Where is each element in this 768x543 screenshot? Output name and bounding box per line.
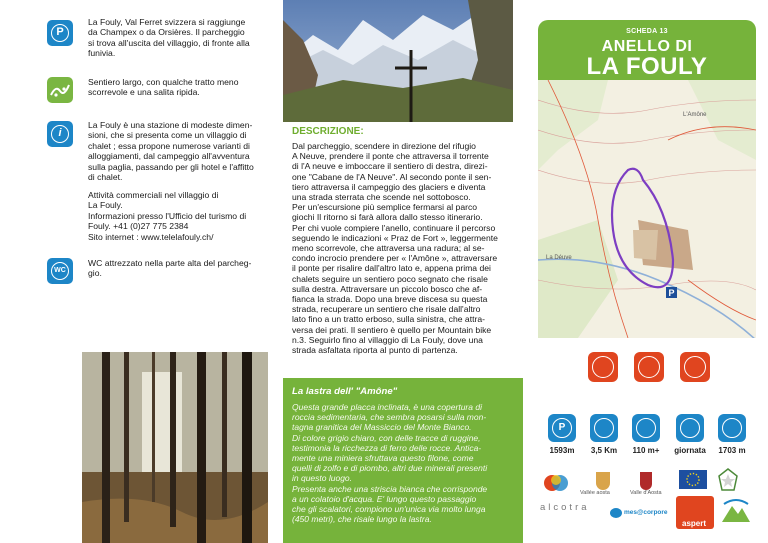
parking-text-line: funivia.: [88, 48, 116, 59]
description-line: chalets seguire un sentiero poco segnato che risale: [292, 273, 488, 284]
family-icon: [680, 352, 710, 382]
trail-icon: [47, 77, 73, 103]
village-text-line: chalet ; essa propone numerose varianti di: [88, 140, 250, 151]
hiking-icon: [588, 352, 618, 382]
description-line: di l'A neuve e imboccare il sentiero di destra, direzi-: [292, 161, 488, 172]
amone-box-line: mente una miniera sfruttava questo filone, come: [292, 453, 474, 464]
altitude-start-icon: P: [548, 414, 576, 442]
trail-text-line: scorrevole e una salita ripida.: [88, 87, 200, 98]
mes-corpore-logo: mes@corpore: [624, 509, 668, 516]
commerce-text-line: Fouly. +41 (0)27 775 2384: [88, 221, 189, 232]
stat-distance: 3,5 Km: [590, 446, 618, 455]
description-line: A Neuve, prendere il ponte che attraversa il torrente: [292, 151, 489, 162]
info-icon: [47, 121, 73, 147]
wc-text-line: gio.: [88, 268, 102, 279]
mountains-region-logo: [720, 498, 752, 526]
amone-box-line: roccia sedimentaria, che sembra posarsi sulla mon-: [292, 412, 487, 423]
village-text-line: di chalet.: [88, 172, 123, 183]
amone-box-line: Questa grande placca inclinata, è una copertura di: [292, 402, 482, 412]
trail-info: [88, 77, 274, 98]
village-text-line: sioni, che si presenta come un villaggio di: [88, 130, 247, 141]
stat-duration: giornata: [674, 446, 706, 455]
description-line: meno scorrevole, che attraversa una radura; al se-: [292, 243, 485, 254]
description-line: one "Cabane de l'A Neuve". Al secondo ponte il sen-: [292, 171, 492, 182]
distance-icon: [590, 414, 618, 442]
amone-box-line: che gli scalatori, compiono un'unica via molto lunga: [292, 504, 486, 515]
wc-icon: [47, 258, 73, 284]
parking-text-line: si trova all'uscita del villaggio, di fronte alla: [88, 37, 250, 48]
aosta-crest-logo: [596, 472, 610, 490]
description-line: tiero attraversa il campeggio des glaciers e diventa: [292, 181, 486, 192]
amone-box-line: quelli di zolfo e di piombo, altri due minerali presenti: [292, 463, 488, 474]
stat-altitude-start: 1593m: [549, 446, 575, 455]
description-line: fianca la strada. Dopo una breve discesa su questa: [292, 294, 488, 305]
alcotra-logo: alcotra: [540, 502, 590, 513]
amone-box-line: tagna granitica del Massiccio del Monte Bianco.: [292, 422, 472, 433]
amone-box-line: (450 metri), che risale lungo la lastra.: [292, 514, 432, 525]
info-glyph: i: [51, 125, 69, 143]
description-line: versa dei prati. Il sentiero è quello per Mountain bike: [292, 324, 492, 335]
trail-text-line: Sentiero largo, con qualche tratto meno: [88, 77, 239, 87]
parking-text-line: La Fouly, Val Ferret svizzera si raggiunge: [88, 17, 246, 27]
description-line: Dal parcheggio, scendere in direzione del rifugio: [292, 141, 476, 151]
eu-flag-logo: [679, 470, 707, 489]
map-label-amone: L'Amône: [683, 112, 707, 118]
amone-box-line: Presenta anche una striscia bianca che corrisponde: [292, 483, 488, 494]
parking-info: [88, 17, 274, 59]
description-line: strada asfaltata riporta al punto di partenza.: [292, 345, 458, 356]
elevation-gain-icon: [632, 414, 660, 442]
aosta-region-logo: [640, 472, 652, 490]
amone-box-line: in questo luogo.: [292, 473, 353, 484]
parking-text-line: da Champex o da Orsières. Il parcheggio: [88, 27, 245, 38]
map-parking-label: P: [668, 288, 675, 298]
description-body: [292, 141, 514, 355]
parking-glyph: P: [51, 24, 69, 42]
interreg-logo: [542, 472, 572, 494]
amone-box-line: Di colore grigio chiaro, con delle tracce di ruggine,: [292, 432, 481, 443]
aspert-logo: aspert: [682, 519, 707, 528]
description-line: giochi Il ritorno si farà allora dallo stesso itinerario.: [292, 212, 483, 223]
route-title-line2: LA FOULY: [586, 53, 708, 80]
aosta-label-2: Valle d'Aosta: [630, 490, 662, 496]
commerce-text-line: Sito internet : www.telelafouly.ch/: [88, 231, 214, 242]
amone-box-title: La lastra dell' "Amône": [292, 386, 398, 397]
wc-text-line: WC attrezzato nella parte alta del parcheg-: [88, 258, 252, 268]
amone-box-line: testimonia la ricchezza di ferro delle rocce. Antica-: [292, 442, 482, 453]
route-map: [538, 80, 756, 338]
description-line: una strada sterrata che scende nel sottobosco.: [292, 192, 471, 203]
parking-icon: [47, 20, 73, 46]
trail-path-icon: [47, 77, 73, 103]
commerce-text-line: La Fouly.: [88, 200, 123, 211]
wc-glyph: WC: [51, 262, 69, 280]
village-text-line: alloggiamenti, dal campeggio all'avventura: [88, 151, 250, 162]
description-line: n.3. Seguirlo fino al villaggio di La Fouly, dove una: [292, 334, 483, 345]
description-line: Per un'escursione più semplice fermarsi al parco: [292, 202, 478, 213]
commerce-text-line: Informazioni presso l'Ufficio del turismo di: [88, 210, 247, 221]
amone-box-body: [292, 402, 514, 524]
amone-box-line: a un colatoio d'acqua. E' lungo questo passaggio: [292, 493, 477, 504]
village-text-line: La Fouly è una stazione di modeste dimen-: [88, 120, 253, 130]
altitude-max-icon: [718, 414, 746, 442]
commerce-info: [88, 190, 274, 242]
description-line: condo incrocio prendere per « l'Amône », attraversare: [292, 253, 498, 264]
description-title: DESCRIZIONE:: [292, 126, 364, 137]
forest-photo: [82, 352, 268, 543]
description-line: il ponte per risalire dall'altro lato e, appena prima dei: [292, 263, 491, 274]
route-title-line1: ANELLO DI: [601, 38, 693, 55]
stat-altitude-max: 1703 m: [718, 446, 746, 455]
map-label-deuve: La Déuve: [546, 255, 572, 261]
commerce-text-line: Attività commerciali nel villaggio di: [88, 190, 219, 200]
wc-info: [88, 258, 274, 279]
sheet-number: SCHEDA 13: [626, 28, 668, 35]
stat-elevation-gain: 110 m+: [632, 446, 660, 455]
village-text-line: sulla paglia, passando per gli hotel e l'affitto: [88, 161, 254, 172]
italy-emblem-logo: [718, 468, 738, 492]
duration-icon: [676, 414, 704, 442]
description-line: Per chi vuole compiere l'anello, continuare il percorso: [292, 222, 496, 233]
description-line: seguendo le indicazioni « Praz de Fort », leggermente: [292, 232, 498, 243]
description-line: strada, recuperare un sentiero che risale dall'altro: [292, 304, 481, 315]
aosta-label-1: Vallée aosta: [580, 490, 610, 496]
village-info: [88, 120, 274, 182]
description-line: lato fino a un tratto erboso, sulla sinistra, che attra-: [292, 314, 485, 325]
biking-icon: [634, 352, 664, 382]
route-card-header: [538, 20, 756, 80]
mes-corpore-logo-mark: [610, 508, 622, 518]
amone-box: [283, 378, 523, 543]
description-line: sulla destra. Attraversare un piccolo bosco che af-: [292, 283, 483, 294]
mountain-photo: [283, 0, 513, 122]
